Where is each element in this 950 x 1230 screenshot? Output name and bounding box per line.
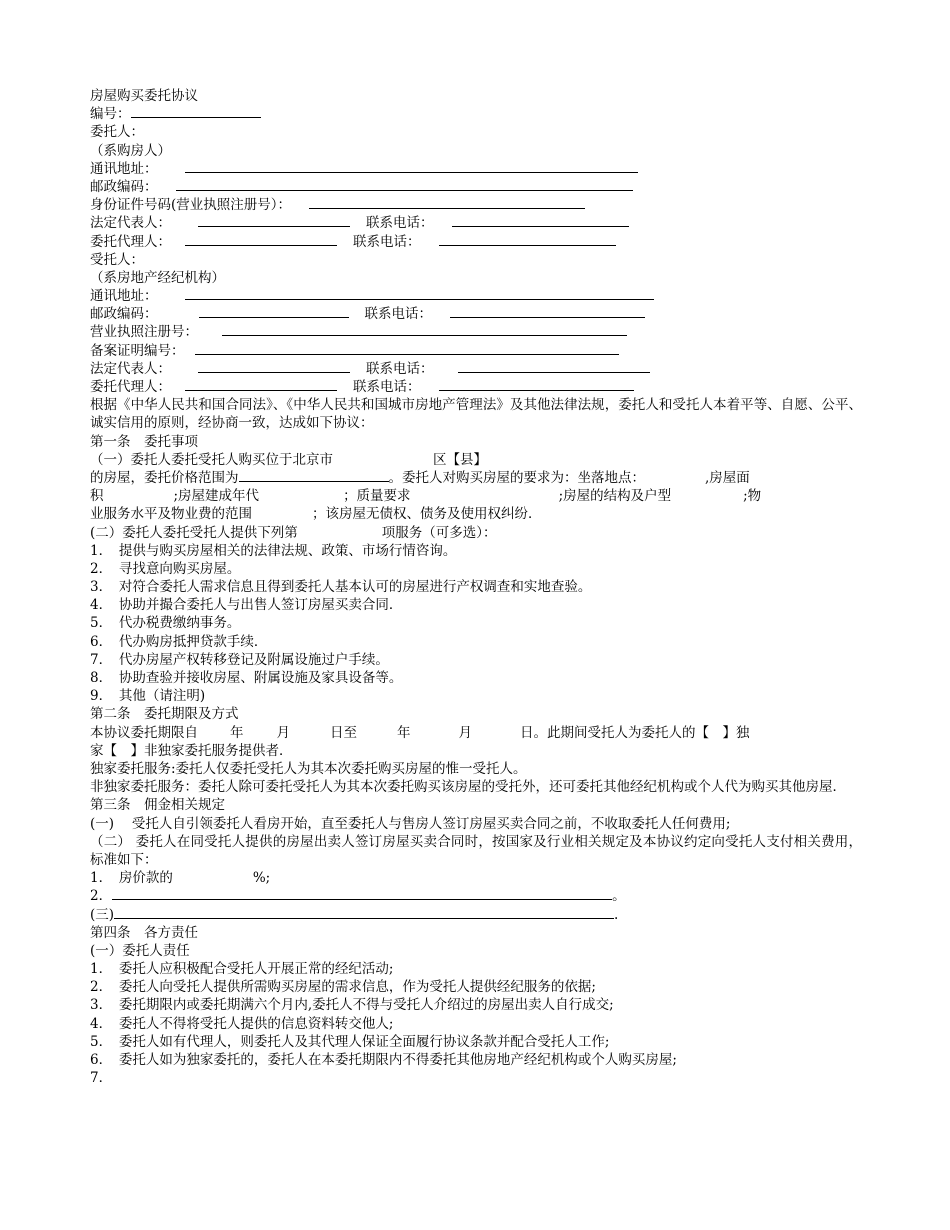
- agent-postcode-line: [90, 305, 862, 323]
- art1-p3-e: ;物: [743, 488, 762, 505]
- fee-item-3-b: .: [614, 906, 619, 923]
- article-1-location-line: [90, 451, 862, 469]
- principal-id-blank[interactable]: [309, 196, 585, 209]
- service-item: 7． 代办房屋产权转移登记及附属设施过户手续。: [90, 651, 389, 668]
- art1-p3-b: ;房屋建成年代: [173, 488, 260, 505]
- art1-p3-d: ;房屋的结构及户型: [558, 488, 672, 505]
- art1-p3-c: ；质量要求: [343, 488, 411, 505]
- fee-item-1-b: %;: [252, 870, 271, 887]
- principal-legal-rep-blank[interactable]: [198, 214, 350, 227]
- art1-p1-b: 区【县】: [433, 451, 487, 468]
- art1-p3-a: 积: [90, 488, 104, 505]
- fee-item-2: [90, 887, 862, 905]
- art2-l1-c: 月: [276, 724, 290, 741]
- agent-address-blank[interactable]: [185, 287, 654, 300]
- service-item: 5． 代办税费缴纳事务。: [90, 615, 241, 632]
- art2-l1-b: 年: [230, 724, 244, 741]
- exclusive-definition: 独家委托服务:委托人仅委托受托人为其本次委托购买房屋的惟一受托人。: [90, 760, 527, 777]
- fee-item-3-a: (三): [90, 906, 115, 923]
- art1-s2-a: (二）委托人委托受托人提供下列第: [90, 524, 298, 541]
- agent-phone2-blank[interactable]: [458, 360, 650, 373]
- agreement-document: [90, 87, 862, 1087]
- principal-agent-label: 委托代理人：: [90, 233, 171, 250]
- article-2-period-line: [90, 724, 862, 742]
- preamble: 根据《中华人民共和国合同法》、《中华人民共和国城市房地产管理法》及其他法律法规，委托人和受托人本着平等、自愿、公平、诚实信用的原则，经协商一致，达成如下协议：: [90, 397, 862, 432]
- service-item: 4． 协助并撮合委托人与出售人签订房屋买卖合同．: [90, 597, 403, 614]
- article-1-property-line: [90, 505, 862, 523]
- article-3-heading: 第三条 佣金相关规定: [90, 797, 225, 814]
- number-line: [90, 105, 862, 123]
- agent-record-label: 备案证明编号：: [90, 342, 185, 359]
- service-item: 6． 代办购房抵押贷款手续．: [90, 633, 268, 650]
- principal-legal-rep-label: 法定代表人：: [90, 215, 171, 232]
- agent-phone3-blank[interactable]: [439, 378, 634, 391]
- article-2-heading: 第二条 委托期限及方式: [90, 706, 239, 723]
- price-range-blank[interactable]: [239, 469, 389, 482]
- service-item: 1． 提供与购买房屋相关的法律法规、政策、市场行情咨询。: [90, 542, 457, 559]
- agent-postcode-label: 邮政编码：: [90, 306, 158, 323]
- article-1-price-line: [90, 469, 862, 487]
- number-blank[interactable]: [131, 105, 261, 118]
- art2-l1-a: 本协议委托期限自: [90, 724, 198, 741]
- service-item: 8． 协助查验并接收房屋、附属设施及家具设备等。: [90, 670, 403, 687]
- fee-item-1-a: 1． 房价款的: [90, 870, 173, 887]
- art1-p4-b: ；该房屋无债权、债务及使用权纠纷．: [312, 506, 542, 523]
- fee-item-2-a: 2．: [90, 888, 113, 905]
- principal-id-line: [90, 196, 862, 214]
- non-exclusive-definition: 非独家委托服务：委托人除可委托受托人为其本次委托购买该房屋的受托外，还可委托其他经纪机构或个人代为购买其他房屋．: [90, 779, 846, 796]
- art1-p4-a: 业服务水平及物业费的范围: [90, 506, 252, 523]
- agent-heading: 受托人：: [90, 251, 144, 268]
- fee-item-2-blank[interactable]: [112, 887, 612, 900]
- responsibility-item: 7．: [90, 1070, 113, 1087]
- agent-phone-blank[interactable]: [450, 305, 645, 318]
- fee-item-3-blank[interactable]: [114, 906, 614, 919]
- agent-phone3-label: 联系电话：: [353, 379, 421, 395]
- principal-phone2-label: 联系电话：: [353, 233, 421, 250]
- agent-address-line: [90, 287, 862, 305]
- agent-agent-line: [90, 378, 862, 396]
- responsibility-item: 3． 委托期限内或委托期满六个月内,委托人不得与受托人介绍过的房屋出卖人自行成交;: [90, 997, 614, 1014]
- agent-license-blank[interactable]: [222, 323, 627, 336]
- art1-p2-c: ,房屋面: [705, 469, 750, 486]
- responsibility-item: 2． 委托人向受托人提供所需购买房屋的需求信息，作为受托人提供经纪服务的依据;: [90, 979, 596, 996]
- principal-address-label: 通讯地址：: [90, 160, 158, 177]
- principal-id-label: 身份证件号码(营业执照注册号）：: [90, 197, 292, 214]
- agent-license-line: [90, 323, 862, 341]
- art2-l1-e: 年: [397, 724, 411, 741]
- article-3-para-2: （二） 委托人在同受托人提供的房屋出卖人签订房屋买卖合同时，按国家及行业相关规定及本协议约定向受托人支付相关费用，标准如下：: [90, 833, 862, 868]
- art1-p1-a: （一）委托人委托受托人购买位于北京市: [90, 451, 333, 468]
- principal-legal-rep-line: [90, 214, 862, 232]
- service-item: 2． 寻找意向购买房屋。: [90, 560, 241, 577]
- agent-record-blank[interactable]: [195, 342, 619, 355]
- responsibility-item: 6． 委托人如为独家委托的，委托人在本委托期限内不得委托其他房地产经纪机构或个人购买房屋;: [90, 1052, 677, 1069]
- principal-postcode-blank[interactable]: [176, 178, 633, 191]
- principal-phone2-blank[interactable]: [439, 233, 616, 246]
- service-item: 3． 对符合委托人需求信息且得到委托人基本认可的房屋进行产权调查和实地查验。: [90, 579, 592, 596]
- agent-legal-rep-blank[interactable]: [198, 360, 350, 373]
- document-title: 房屋购买委托协议: [90, 88, 198, 104]
- principal-phone-blank[interactable]: [452, 214, 629, 227]
- fee-item-2-b: 。: [612, 888, 626, 905]
- responsibility-item: 1． 委托人应积极配合受托人开展正常的经纪活动;: [90, 961, 394, 978]
- agent-address-label: 通讯地址：: [90, 288, 158, 305]
- article-1-heading: 第一条 委托事项: [90, 433, 198, 450]
- principal-agent-blank[interactable]: [185, 233, 337, 246]
- agent-phone2-label: 联系电话：: [366, 360, 434, 377]
- service-item: 9． 其他（请注明): [90, 688, 206, 705]
- art1-p2-a: 的房屋，委托价格范围为: [90, 469, 239, 486]
- article-2-type-line: 家【 】非独家委托服务提供者．: [90, 742, 293, 759]
- art1-s2-b: 项服务（可多选）：: [381, 524, 497, 541]
- principal-heading: 委托人：: [90, 124, 144, 141]
- agent-role: （系房地产经纪机构）: [90, 269, 225, 286]
- article-4-sub-heading: (一）委托人责任: [90, 942, 190, 959]
- art1-p2-b: 。委托人对购买房屋的要求为：坐落地点：: [388, 469, 645, 486]
- principal-address-line: [90, 160, 862, 178]
- agent-legal-rep-line: [90, 360, 862, 378]
- art2-l1-f: 月: [458, 724, 472, 741]
- agent-agent-label: 委托代理人：: [90, 379, 171, 395]
- agent-agent-blank[interactable]: [185, 378, 337, 391]
- agent-license-label: 营业执照注册号：: [90, 324, 198, 341]
- principal-phone-label: 联系电话：: [366, 215, 434, 232]
- principal-postcode-line: [90, 178, 862, 196]
- responsibility-item: 5． 委托人如有代理人，则委托人及其代理人保证全面履行协议条款并配合受托人工作;: [90, 1033, 610, 1050]
- responsibility-item: 4． 委托人不得将受托人提供的信息资料转交他人;: [90, 1015, 394, 1032]
- art2-l1-d: 日至: [330, 724, 357, 741]
- agent-postcode-blank[interactable]: [199, 305, 349, 318]
- principal-agent-line: [90, 233, 862, 251]
- agent-phone-label: 联系电话：: [364, 306, 432, 323]
- article-1-services-line: [90, 524, 862, 542]
- principal-postcode-label: 邮政编码：: [90, 178, 158, 195]
- agent-record-line: [90, 342, 862, 360]
- number-label: 编号：: [90, 106, 131, 123]
- article-4-heading: 第四条 各方责任: [90, 924, 198, 941]
- article-1-requirements-line: [90, 487, 862, 505]
- art2-l1-g: 日。此期间受托人为委托人的【 】独: [520, 724, 750, 741]
- article-3-para-1: (一) 受托人自引领委托人看房开始，直至委托人与售房人签订房屋买卖合同之前，不收取委托人任何费用;: [90, 815, 731, 832]
- fee-item-3: [90, 906, 862, 924]
- fee-item-1: [90, 869, 862, 887]
- principal-address-blank[interactable]: [185, 160, 638, 173]
- agent-legal-rep-label: 法定代表人：: [90, 360, 171, 377]
- principal-role: （系购房人）: [90, 142, 171, 159]
